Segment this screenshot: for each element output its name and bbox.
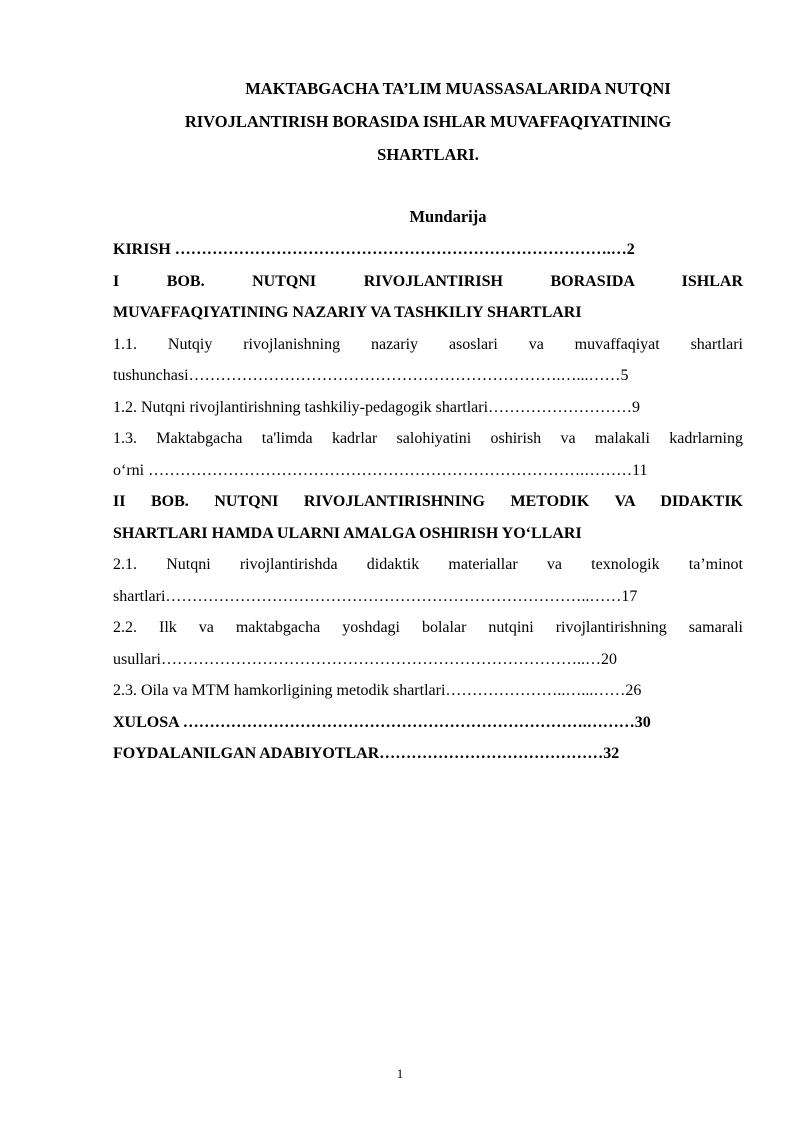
- toc-section-1-3-line-1: 1.3. Maktabgacha ta'limda kadrlar salohiyatini oshirish va malakali kadrlarning: [113, 430, 743, 447]
- toc-section-1-1-line-2: tushunchasi…………………………………………………………….…...……5: [113, 367, 629, 384]
- toc-chapter-2-line-2: SHARTLARI HAMDA ULARNI AMALGA OSHIRISH YO‘LLARI: [113, 524, 582, 542]
- title-line-2: RIVOJLANTIRISH BORASIDA ISHLAR MUVAFFAQIYATINING: [184, 112, 672, 131]
- toc-section-2-2-line-1: 2.2. Ilk va maktabgacha yoshdagi bolalar nutqini rivojlantirishning samarali: [113, 619, 743, 636]
- toc-chapter-1-line-2: MUVAFFAQIYATINING NAZARIY VA TASHKILIY SHARTLARI: [113, 304, 582, 321]
- table-of-contents: [113, 234, 743, 770]
- toc-section-2-2-line-2: usullari……………………………………………………………………..…20: [113, 650, 617, 668]
- toc-section-2-1-line-1: 2.1. Nutqni rivojlantirishda didaktik materiallar va texnologik ta’minot: [113, 556, 743, 573]
- toc-section-2-3: 2.3. Oila va MTM hamkorligining metodik shartlari…………………..…...……26: [113, 682, 642, 699]
- toc-chapter-2-line-1: II BOB. NUTQNI RIVOJLANTIRISHNING METODIK VA DIDAKTIK: [113, 493, 743, 510]
- toc-entry-references: FOYDALANILGAN ADABIYOTLAR……………………………………32: [113, 745, 620, 762]
- toc-section-1-1-line-1: 1.1. Nutqiy rivojlanishning nazariy asoslari va muvaffaqiyat shartlari: [113, 335, 743, 353]
- document-title: [113, 72, 743, 171]
- toc-entry-conclusion: XULOSA ………………………………………………………………….………30: [113, 713, 651, 731]
- page-number: 1: [396, 1066, 404, 1081]
- toc-section-1-2: 1.2. Nutqni rivojlantirishning tashkiliy-pedagogik shartlari………………………9: [113, 398, 641, 416]
- toc-heading: Mundarija: [409, 207, 487, 226]
- toc-section-1-3-line-2: o‘rni ……………………………………………………………………….………11: [113, 461, 648, 479]
- toc-section-2-1-line-2: shartlari……………………………………………………………………..……17: [113, 587, 638, 605]
- toc-chapter-1-line-1: I BOB. NUTQNI RIVOJLANTIRISH BORASIDA ISHLAR: [113, 272, 743, 290]
- title-line-3: SHARTLARI.: [377, 145, 479, 164]
- toc-entry-intro: KIRISH ……………………………………………………………………….…2: [113, 241, 635, 258]
- title-line-1: MAKTABGACHA TA’LIM MUASSASALARIDA NUTQNI: [245, 79, 671, 98]
